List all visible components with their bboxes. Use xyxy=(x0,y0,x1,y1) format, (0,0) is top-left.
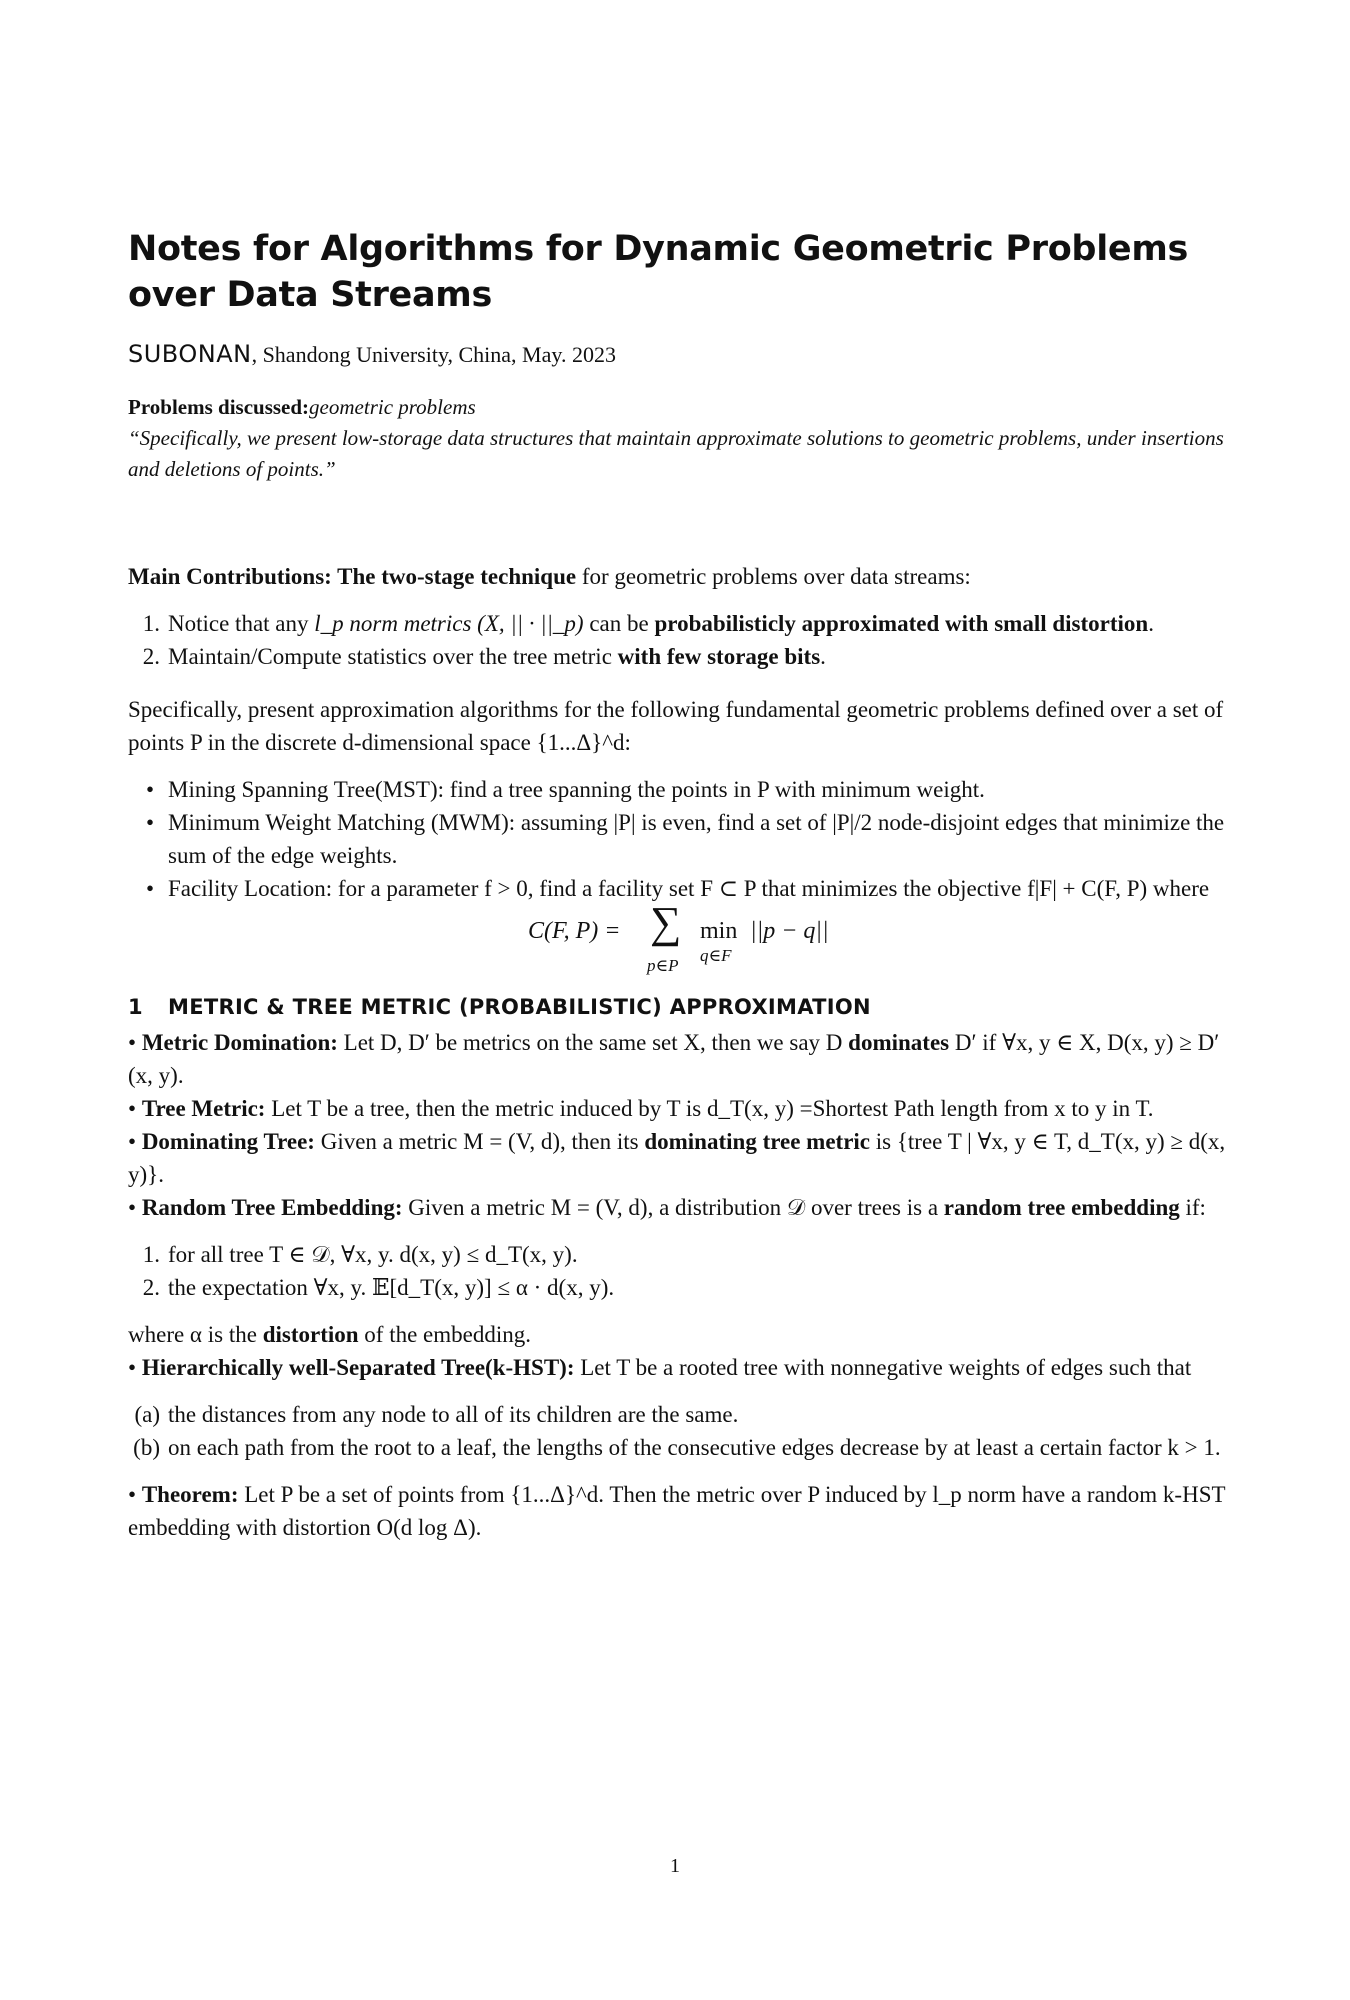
min-operator: min xyxy=(700,918,738,944)
def-k-hst: • Hierarchically well-Separated Tree(k-HST): Let T be a rooted tree with nonnegative weights of edges such that xyxy=(128,1355,1192,1380)
theorem-label: Theorem: xyxy=(141,1482,239,1507)
def-text: Let T be a rooted tree with nonnegative weights of edges such that xyxy=(574,1355,1192,1380)
bullet: • xyxy=(146,810,155,835)
sum-symbol: ∑ xyxy=(650,898,682,947)
note-text: of the embedding. xyxy=(358,1322,531,1347)
equation-rhs: ||p − q|| xyxy=(750,918,829,944)
author-line xyxy=(128,340,616,368)
list-number: 1. xyxy=(142,611,160,636)
contribution-2-bold: with few storage bits xyxy=(617,644,821,669)
note-bold: distortion xyxy=(262,1322,359,1347)
bullet: • xyxy=(146,876,155,901)
def-label: Dominating Tree: xyxy=(141,1129,315,1154)
contribution-1-end: . xyxy=(1148,611,1154,636)
section-heading-1 xyxy=(128,991,1226,1024)
theorem: • Theorem: Let P be a set of points from {1...Δ}^d. Then the metric over P induced by l_p norm have a random k-HST embedding with distortion O(d log Δ). xyxy=(128,1482,1226,1540)
cost-equation xyxy=(128,898,1226,977)
problem-mst xyxy=(128,773,1226,806)
def-text: Given a metric M = (V, d), a distribution 𝒟 over trees is a xyxy=(402,1195,944,1220)
author-name: SUBONAN xyxy=(128,340,252,368)
note-text: where α is the xyxy=(128,1322,263,1347)
def-text: is {tree T | ∀x, y ∈ T, d_T(x, y) ≥ d(x, y)}. xyxy=(128,1129,1226,1187)
condition-text: the distances from any node to all of its children are the same. xyxy=(168,1402,739,1427)
def-label: Random Tree Embedding: xyxy=(141,1195,403,1220)
def-bold: dominating tree metric xyxy=(644,1129,871,1154)
def-dominating-tree: • Dominating Tree: Given a metric M = (V, d), then its dominating tree metric is {tree T | ∀x, y ∈ T, d_T(x, y) ≥ d(x, y)}. xyxy=(128,1129,1226,1187)
contributions-lead xyxy=(128,560,1226,593)
def-text: Let T be a tree, then the metric induced by T is d_T(x, y) =Shortest Path length from x to y in T. xyxy=(265,1096,1154,1121)
list-marker: (a) xyxy=(134,1402,160,1427)
contribution-item-1 xyxy=(128,607,1226,640)
hst-condition-b xyxy=(128,1431,1226,1464)
def-tree-metric: • Tree Metric: Let T be a tree, then the metric induced by T is d_T(x, y) =Shortest Path length from x to y in T. xyxy=(128,1096,1154,1121)
min-subscript: q∈F xyxy=(700,946,732,965)
problems-intro: Specifically, present approximation algorithms for the following fundamental geometric problems defined over a set of points P in the discrete d-dimensional space {1...Δ}^d: xyxy=(128,697,1224,755)
list-number: 2. xyxy=(142,644,160,669)
def-label: Metric Domination: xyxy=(141,1030,338,1055)
problem-mwm-text: Minimum Weight Matching (MWM): assuming |P| is even, find a set of |P|/2 node-disjoint edges that minimize the sum of the edge weights. xyxy=(168,810,1225,868)
def-text: Let D, D′ be metrics on the same set X, then we say D xyxy=(337,1030,849,1055)
def-label: Hierarchically well-Separated Tree(k-HST): xyxy=(141,1355,575,1380)
def-metric-domination: • Metric Domination: Let D, D′ be metrics on the same set X, then we say D dominates D′ if ∀x, y ∈ X, D(x, y) ≥ D′(x, y). xyxy=(128,1030,1220,1088)
condition-text: on each path from the root to a leaf, the lengths of the consecutive edges decrease by at least a certain factor k > 1. xyxy=(168,1435,1221,1460)
contribution-item-2 xyxy=(128,640,1226,673)
author-affiliation: , Shandong University, China, May. 2023 xyxy=(251,342,616,367)
page-number: 1 xyxy=(670,1855,680,1877)
contribution-1-math: l_p norm metrics (X, || · ||_p) xyxy=(314,611,584,636)
section-number: 1 xyxy=(128,995,143,1019)
equation-lhs: C(F, P) = xyxy=(528,918,621,944)
contributions-lead-rest: for geometric problems over data streams: xyxy=(576,564,971,589)
def-bold: dominates xyxy=(848,1030,950,1055)
contribution-1-mid: can be xyxy=(583,611,655,636)
sum-subscript: p∈P xyxy=(647,956,679,975)
bullet: • xyxy=(146,777,155,802)
def-text: if: xyxy=(1179,1195,1206,1220)
contribution-2-text: Maintain/Compute statistics over the tree metric xyxy=(168,644,618,669)
def-text: Given a metric M = (V, d), then its xyxy=(314,1129,645,1154)
problems-label: Problems discussed: xyxy=(128,395,310,419)
theorem-text: Let P be a set of points from {1...Δ}^d. Then the metric over P induced by l_p norm have a random k-HST embedding with distortion O(d log Δ). xyxy=(128,1482,1226,1540)
problem-mwm xyxy=(128,806,1226,872)
list-marker: (b) xyxy=(133,1435,160,1460)
hst-condition-a xyxy=(128,1398,1226,1431)
paper-body xyxy=(128,560,1226,1544)
list-number: 1. xyxy=(142,1242,160,1267)
def-text: D′ if ∀x, y ∈ X, D(x, y) ≥ D′(x, y). xyxy=(128,1030,1220,1088)
contributions-lead-bold: Main Contributions: The two-stage technique xyxy=(128,564,577,589)
def-bold: random tree embedding xyxy=(943,1195,1180,1220)
embedding-condition-1 xyxy=(128,1238,1226,1271)
contribution-1-text: Notice that any xyxy=(168,611,315,636)
condition-text: for all tree T ∈ 𝒟, ∀x, y. d(x, y) ≤ d_T(x, y). xyxy=(168,1242,578,1267)
list-number: 2. xyxy=(142,1275,160,1300)
abstract xyxy=(128,392,1226,485)
condition-text: the expectation ∀x, y. 𝔼[d_T(x, y)] ≤ α · d(x, y). xyxy=(168,1275,615,1300)
problem-mst-text: Mining Spanning Tree(MST): find a tree spanning the points in P with minimum weight. xyxy=(168,777,985,802)
abstract-quote: “Specifically, we present low-storage data structures that maintain approximate solutions to geometric problems, under insertions and deletions of points.” xyxy=(128,426,1224,481)
section-title: METRIC & TREE METRIC (PROBABILISTIC) APPROXIMATION xyxy=(168,995,871,1019)
def-random-tree-embedding: • Random Tree Embedding: Given a metric M = (V, d), a distribution 𝒟 over trees is a random tree embedding if: xyxy=(128,1195,1206,1220)
problems-value: geometric problems xyxy=(309,395,476,419)
embedding-condition-2 xyxy=(128,1271,1226,1304)
paper-title: Notes for Algorithms for Dynamic Geometric Problems over Data Streams xyxy=(128,229,1189,315)
problem-fl-text: Facility Location: for a parameter f > 0, find a facility set F ⊂ P that minimizes the objective f|F| + C(F, P) where xyxy=(168,876,1210,901)
distortion-note xyxy=(128,1318,1226,1351)
contribution-1-bold: probabilisticly approximated with small distortion xyxy=(654,611,1149,636)
contribution-2-end: . xyxy=(820,644,826,669)
def-label: Tree Metric: xyxy=(141,1096,266,1121)
